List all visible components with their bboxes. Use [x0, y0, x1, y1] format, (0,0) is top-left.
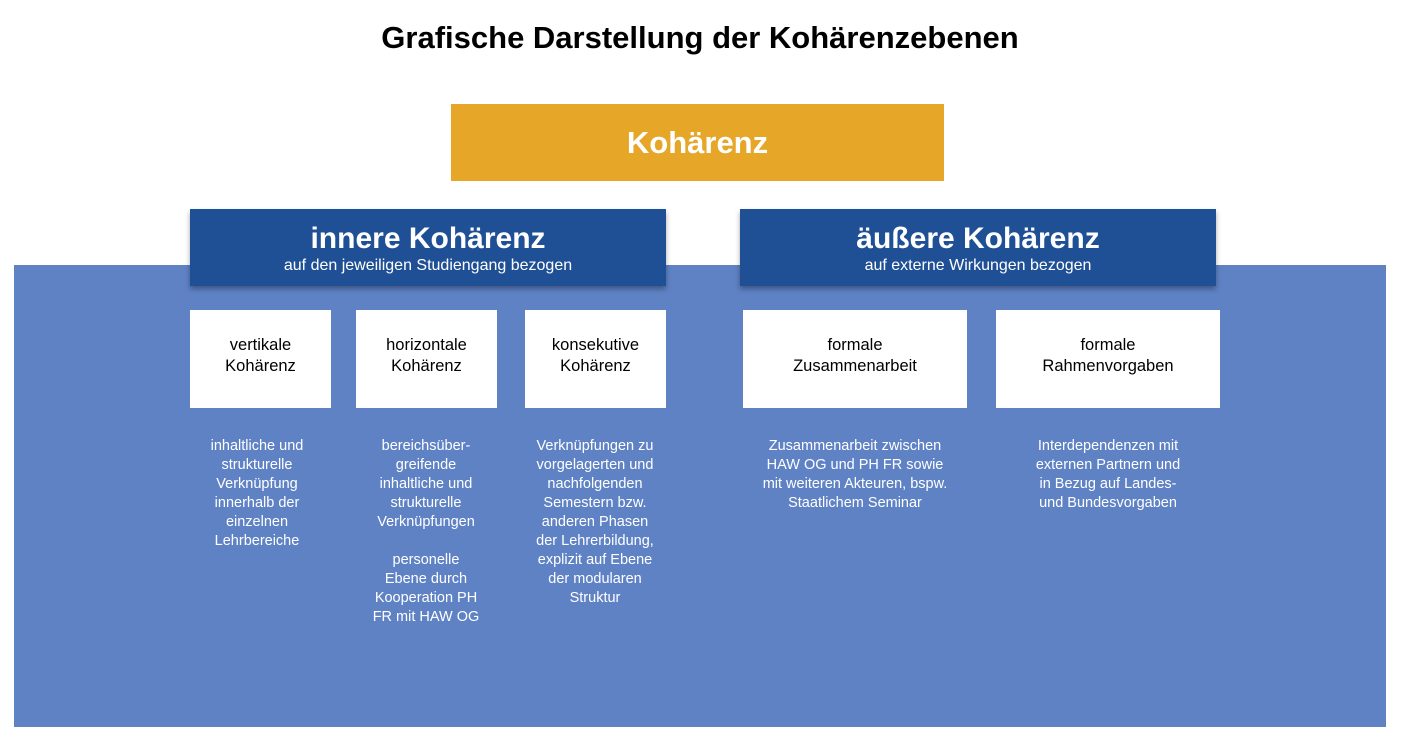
outer-coherence-header [740, 209, 1216, 286]
box-vertical-coherence: vertikale Kohärenz [190, 310, 331, 408]
outer-coherence-subtitle: auf externe Wirkungen bezogen [864, 257, 1092, 274]
inner-coherence-header [190, 209, 666, 286]
desc-vertical-coherence: inhaltliche und strukturelle Verknüpfung innerhalb der einzelnen Lehrbereiche [210, 438, 304, 549]
inner-coherence-subtitle: auf den jeweiligen Studiengang bezogen [283, 257, 573, 274]
desc-formal-cooperation: Zusammenarbeit zwischen HAW OG und PH FR sowie mit weiteren Akteuren, bspw. Staatlichem Seminar [762, 438, 948, 511]
box-consecutive-coherence: konsekutive Kohärenz [525, 310, 666, 408]
box-horizontal-coherence: horizontale Kohärenz [356, 310, 497, 408]
desc-consecutive-coherence: Verknüpfungen zu vorgelagerten und nachfolgenden Semestern bzw. anderen Phasen der Lehrerbildung, explizit auf Ebene der modularen Struktur [536, 438, 654, 606]
desc-formal-framework: Interdependenzen mit externen Partnern und in Bezug auf Landes- und Bundesvorgaben [1035, 438, 1181, 511]
desc-horizontal-coherence: bereichsüber- greifende inhaltliche und strukturelle Verknüpfungen personelle Ebene durch Kooperation PH FR mit HAW OG [372, 438, 480, 625]
outer-coherence-title: äußere Kohärenz [856, 222, 1100, 255]
root-node-koharenz: Kohärenz [451, 104, 944, 181]
inner-coherence-title: innere Kohärenz [310, 222, 546, 255]
box-formal-framework: formale Rahmenvorgaben [996, 310, 1220, 408]
page-title: Grafische Darstellung der Kohärenzebenen [381, 20, 1019, 55]
box-formal-cooperation: formale Zusammenarbeit [743, 310, 967, 408]
